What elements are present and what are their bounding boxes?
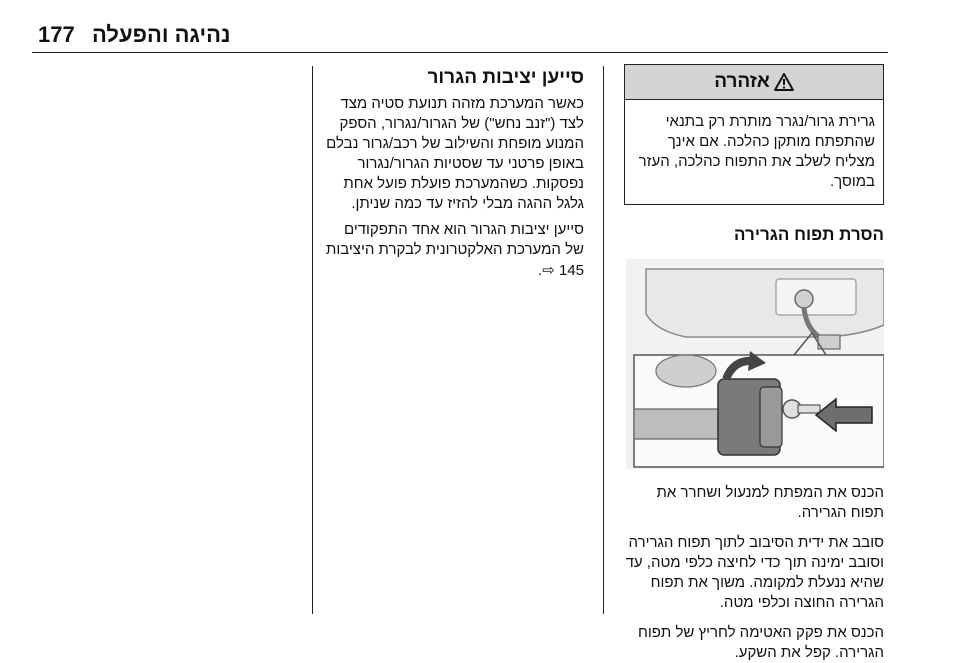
warning-box (624, 64, 884, 205)
right-column (622, 64, 884, 663)
section-title: הסרת תפוח הגרירה (734, 225, 884, 244)
warning-title: אזהרה (714, 71, 770, 92)
header-divider (32, 52, 888, 53)
left-column (322, 68, 584, 281)
section-paragraph: הכנס את המפתח למנעול ושחרר את תפוח הגרירה. (656, 484, 884, 521)
warning-text: גרירת גרור/נגרר מותרת רק בתנאי שהתפתח מותקן כהלכה. אם אינך מצליח לשלב את התפוח כהלכה, העזר במוסך. (638, 113, 875, 190)
stability-paragraph: כאשר המערכת מזהה תנועת סטיה מצד לצד ("זנב נחש") של הגרור/נגרור, הספק המנוע מופחת והשילוב של רכב/גרור נבלם באופן פרטני עד שסטיות הגרור/נגרור נפסקות. כשהמערכת פועלת פועל אחת גלגל ההגה מבלי להזיז עד כמה שניתן. (326, 95, 584, 212)
section-paragraph: סובב את ידית הסיבוב לתוך תפוח הגרירה וסובב ימינה תוך כדי לחיצה כלפי מטה, עד שהיא ננעלת למקומה. משוך את תפוח הגרירה החוצה וכלפי מטה. (625, 534, 884, 611)
column-divider (603, 66, 604, 614)
tow-ball-illustration (626, 259, 884, 469)
column-divider (312, 66, 313, 614)
warning-triangle-icon (774, 73, 794, 91)
page-reference[interactable]: 145 ⇨. (538, 261, 584, 279)
section-paragraph: הכנס את פקק האטימה לחריץ של תפוח הגרירה. קפל את השקע. (638, 624, 884, 661)
page-header (0, 0, 960, 52)
reference-arrow-icon: ⇨ (542, 261, 555, 279)
warning-header (625, 65, 883, 100)
chapter-title: נהיגה והפעלה (92, 22, 231, 47)
stability-paragraph-text: סייען יציבות הגרור הוא אחד התפקודים של המערכת האלקטרונית לבקרת היציבות (325, 221, 584, 258)
stability-paragraph (322, 220, 584, 281)
stability-title: סייען יציבות הגרור (427, 67, 584, 88)
page-number: 177 (38, 22, 75, 47)
